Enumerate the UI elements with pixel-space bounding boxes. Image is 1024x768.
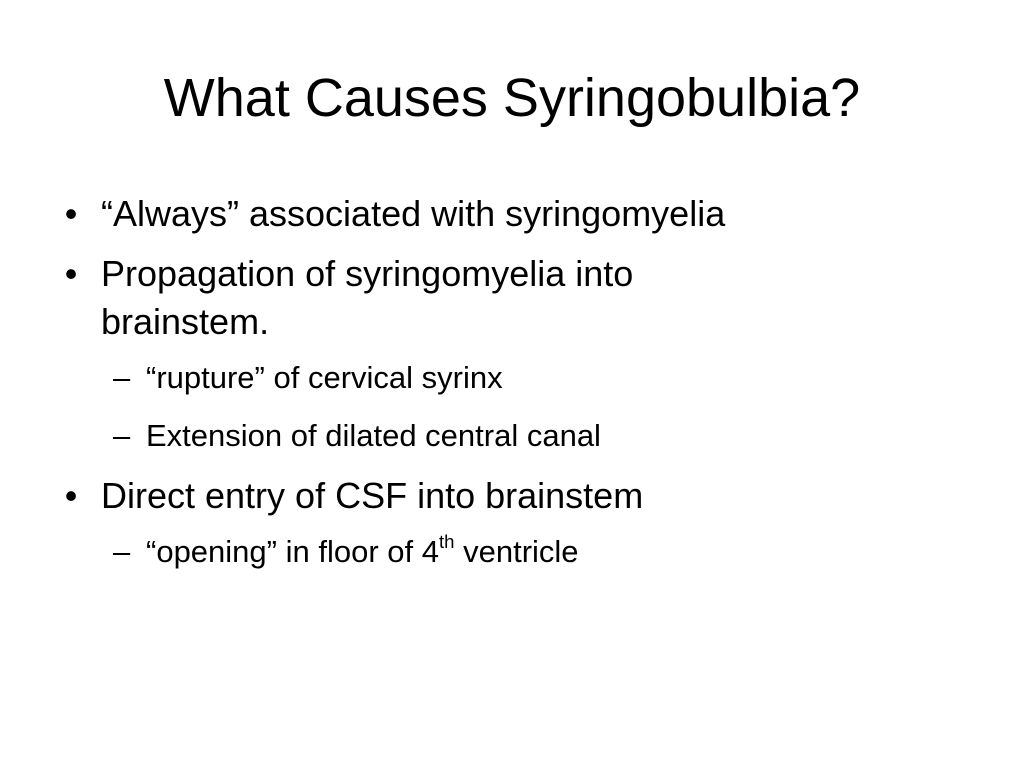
sub-bullet-item: [101, 414, 956, 458]
sub-bullet-text: “rupture” of cervical syrinx: [146, 360, 503, 395]
sub-bullet-item: [101, 356, 956, 400]
sub-bullet-list: [101, 356, 956, 458]
bullet-item: [56, 472, 956, 574]
dash-marker: –: [113, 534, 131, 569]
bullet-item: [56, 250, 956, 458]
bullet-marker: •: [64, 253, 78, 294]
sub-bullet-text: Extension of dilated central canal: [146, 418, 601, 453]
bullet-item: [56, 190, 956, 238]
sub-bullet-text-before: “opening” in floor of 4: [146, 534, 439, 569]
sub-bullet-text-after: ventricle: [454, 534, 579, 569]
bullet-marker: •: [64, 193, 78, 234]
bullet-text: Direct entry of CSF into brainstem: [101, 475, 644, 516]
dash-marker: –: [113, 418, 131, 453]
bullet-marker: •: [64, 475, 78, 516]
bullet-text: “Always” associated with syringomyelia: [101, 193, 726, 234]
sub-bullet-item: [101, 530, 956, 574]
sub-bullet-list: [101, 530, 956, 574]
slide-title: What Causes Syringobulbia?: [163, 68, 861, 128]
bullet-list: [56, 190, 956, 588]
bullet-text: Propagation of syringomyelia into brainstem.: [101, 253, 634, 342]
dash-marker: –: [113, 360, 131, 395]
superscript: th: [438, 531, 455, 553]
